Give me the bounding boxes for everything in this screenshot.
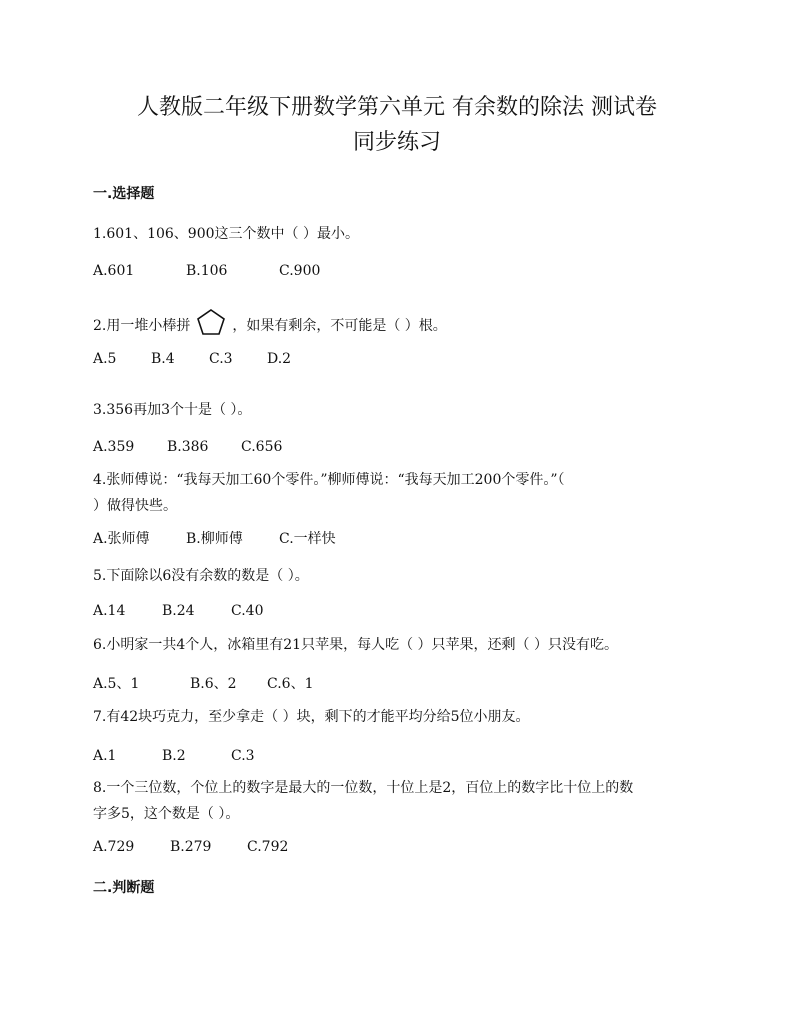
question-5: 5.下面除以6没有余数的数是（ ）。 — [93, 568, 309, 584]
question-8-line-2: 字多5，这个数是（ ）。 — [93, 806, 240, 822]
option-c: C.3 — [231, 748, 255, 764]
question-7-options — [93, 746, 255, 766]
option-b: B.柳师傅 — [186, 531, 243, 547]
option-a: A.601 — [93, 263, 135, 279]
question-6: 6.小明家一共4个人，冰箱里有21只苹果，每人吃（ ）只苹果，还剩（ ）只没有吃。 — [93, 637, 618, 653]
section-heading-choice: 一.选择题 — [93, 186, 155, 202]
question-7: 7.有42块巧克力，至少拿走（ ）块，剩下的才能平均分给5位小朋友。 — [93, 709, 530, 725]
question-2-text-before: 2.用一堆小棒拼 — [93, 318, 191, 334]
option-c: C.792 — [247, 839, 289, 855]
option-a: A.1 — [93, 748, 117, 764]
question-2-options — [93, 349, 291, 369]
option-b: B.2 — [162, 748, 186, 764]
question-3: 3.356再加3个十是（ ）。 — [93, 402, 252, 418]
pentagon-icon — [196, 308, 226, 345]
option-b: B.279 — [170, 839, 212, 855]
option-a: A.729 — [93, 839, 135, 855]
document-subtitle: 同步练习 — [352, 130, 441, 155]
option-a: A.359 — [93, 439, 135, 455]
option-c: C.一样快 — [279, 531, 336, 547]
question-4 — [93, 467, 703, 519]
option-b: B.4 — [151, 351, 175, 367]
option-b: B.386 — [167, 439, 209, 455]
option-c: C.3 — [209, 351, 233, 367]
option-c: C.40 — [231, 603, 264, 619]
question-8-options — [93, 837, 288, 857]
option-a: A.14 — [93, 603, 126, 619]
question-1-options — [93, 261, 320, 281]
question-2-text-after: ，如果有剩余，不可能是（ ）根。 — [232, 318, 447, 334]
option-b: B.106 — [186, 263, 228, 279]
question-3-options — [93, 437, 282, 457]
question-4-line-2: ）做得快些。 — [93, 498, 177, 514]
question-5-options — [93, 601, 263, 621]
question-1: 1.601、106、900这三个数中（ ）最小。 — [93, 226, 359, 242]
section-heading-judgement: 二.判断题 — [93, 880, 155, 896]
option-b: B.24 — [162, 603, 195, 619]
question-4-options — [93, 529, 336, 549]
option-a: A.张师傅 — [93, 531, 150, 547]
question-8 — [93, 775, 703, 827]
question-8-line-1: 8.一个三位数，个位上的数字是最大的一位数，十位上是2，百位上的数字比十位上的数 — [93, 780, 634, 796]
document-title: 人教版二年级下册数学第六单元 有余数的除法 测试卷 — [137, 95, 657, 120]
option-d: D.2 — [267, 351, 292, 367]
question-2 — [93, 308, 703, 345]
question-4-line-1: 4.张师傅说：“我每天加工60个零件。”柳师傅说：“我每天加工200个零件。”（ — [93, 472, 565, 488]
option-c: C.6、1 — [267, 676, 314, 692]
option-c: C.656 — [241, 439, 283, 455]
option-b: B.6、2 — [190, 676, 237, 692]
question-6-options — [93, 674, 313, 694]
option-a: A.5、1 — [93, 676, 140, 692]
option-c: C.900 — [279, 263, 321, 279]
option-a: A.5 — [93, 351, 117, 367]
